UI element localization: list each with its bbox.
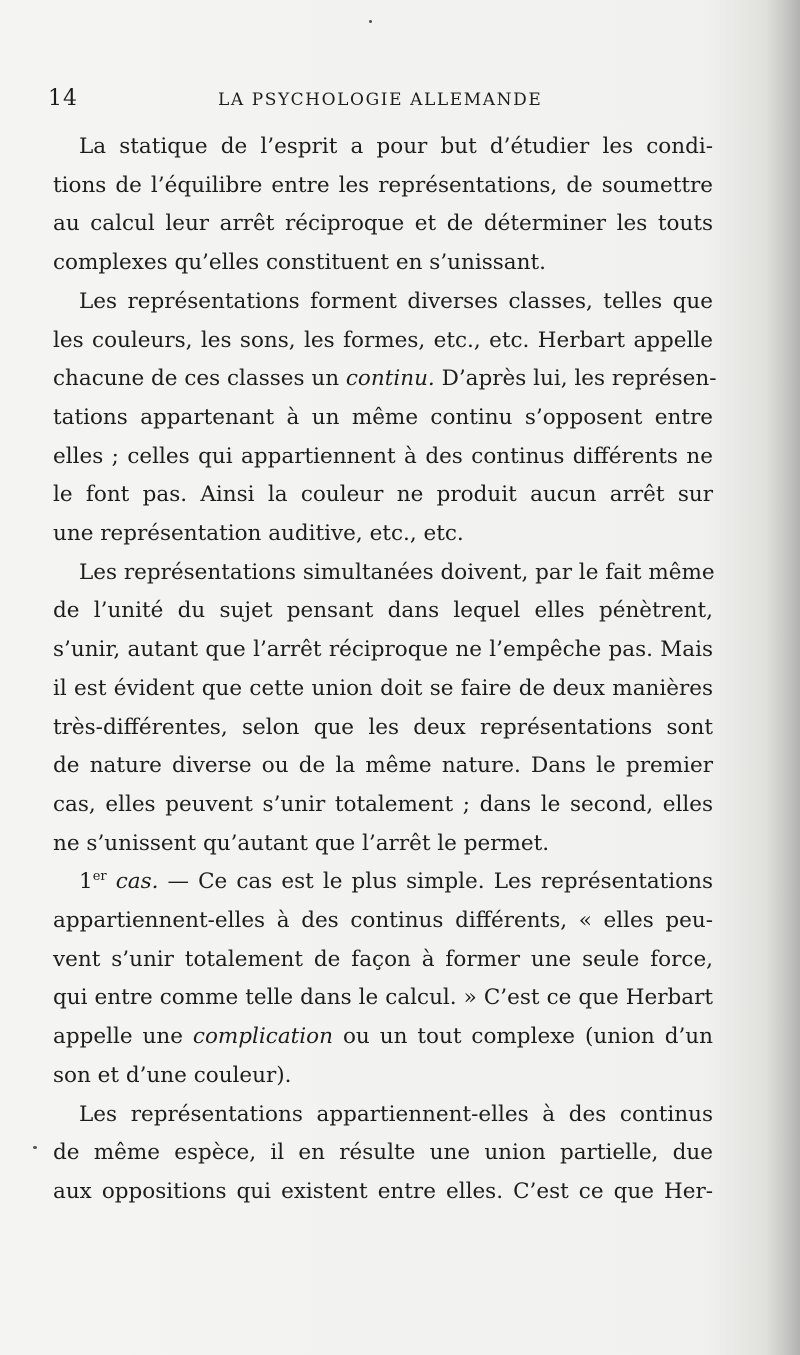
text-line: le font pas. Ainsi la couleur ne produit aucun arrêt sur [53,482,713,508]
text-fragment: appelle une [53,1024,193,1050]
text-fragment: ou un tout complexe (union d’un [332,1024,714,1050]
text-line: Les représentations appartiennent-elles à des continus [79,1101,713,1127]
page-number: 14 [48,86,78,111]
page-header [48,86,714,116]
case-superscript: er [92,869,107,885]
text-line: aux oppositions qui existent entre elles. C’est ce que Her- [53,1178,713,1204]
text-line: s’unir, autant que l’arrêt réciproque ne l’empêche pas. Mais [53,637,713,663]
page-edge-shadow [766,0,800,1355]
text-line: appartiennent-elles à des continus différents, « elles peu- [53,908,713,934]
text-line: au calcul leur arrêt réciproque et de déterminer les touts [53,211,713,237]
text-line: cas, elles peuvent s’unir totalement ; dans le second, elles [53,791,713,817]
text-line: de nature diverse ou de la même nature. Dans le premier [53,753,713,779]
body-text [53,128,717,1212]
running-title: LA PSYCHOLOGIE ALLEMANDE [218,90,543,110]
text-line: ne s’unissent qu’autant que l’arrêt le permet. [53,830,550,856]
text-line: une représentation auditive, etc., etc. [53,521,464,547]
text-fragment: D’après lui, les représen- [434,366,717,392]
text-line-mixed [53,1018,713,1057]
ink-speck [33,1146,37,1149]
paragraph-2 [53,283,717,554]
text-line: très-différentes, selon que les deux représentations sont [53,714,713,740]
paragraph-4 [53,863,713,1095]
text-line: qui entre comme telle dans le calcul. » C’est ce que Herbart [53,985,713,1011]
text-fragment: chacune de ces classes un [53,366,346,392]
italic-term: complication [192,1024,333,1050]
case-label: cas. [115,869,159,895]
paragraph-3 [53,554,713,864]
ink-speck [369,20,372,23]
text-line-mixed [53,863,713,902]
text-line: il est évident que cette union doit se faire de deux manières [53,675,713,701]
text-line: son et d’une couleur). [53,1062,292,1088]
paragraph-5 [53,1096,713,1212]
text-line: de même espèce, il en résulte une union partielle, due [53,1140,713,1166]
text-line: tions de l’équilibre entre les représentations, de soumettre [53,172,713,198]
italic-term: continu. [345,366,435,392]
text-line-mixed [53,360,717,399]
text-line: tations appartenant à un même continu s’opposent entre [53,404,713,430]
text-line: Les représentations simultanées doivent, par le fait même [79,559,715,585]
text-fragment: — Ce cas est le plus simple. Les représentations [158,869,713,895]
text-line: vent s’unir totalement de façon à former une seule force, [53,946,713,972]
text-line: complexes qu’elles constituent en s’unissant. [53,250,546,276]
text-line: les couleurs, les sons, les formes, etc., etc. Herbart appelle [53,327,713,353]
case-number: 1 [79,869,93,895]
paragraph-1 [53,128,713,283]
text-line: Les représentations forment diverses classes, telles que [79,288,713,314]
text-line: elles ; celles qui appartiennent à des continus différents ne [53,443,713,469]
text-line: de l’unité du sujet pensant dans lequel elles pénètrent, [53,598,713,624]
text-line: La statique de l’esprit a pour but d’étudier les condi- [79,134,713,159]
